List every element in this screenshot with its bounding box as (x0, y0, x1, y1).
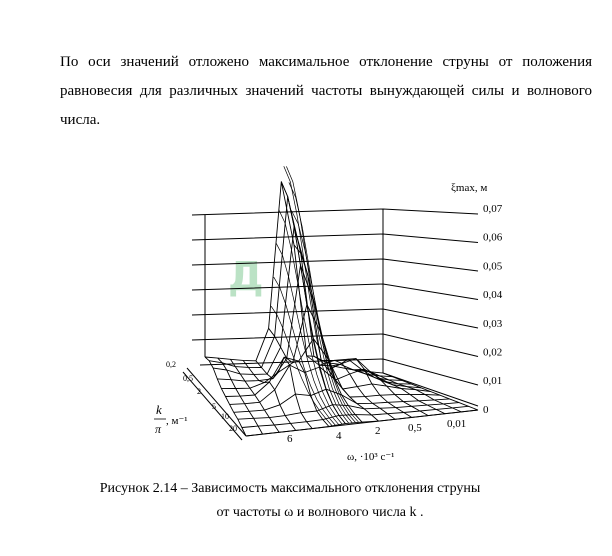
k-tick-label: 10 (221, 412, 229, 421)
mesh-line-k (230, 365, 440, 404)
caption-line-2: от частоты ω и волнового числа k . (216, 505, 424, 520)
z-tick-label: 0 (483, 403, 489, 416)
k-axis-label-denominator: π (155, 422, 162, 436)
ridge-line (289, 182, 356, 422)
z-gridline (192, 334, 478, 357)
omega-tick-label: 0,01 (447, 418, 467, 430)
mesh-line-omega (269, 328, 329, 426)
z-tick-labels (483, 203, 503, 416)
floor-right-edge (383, 373, 478, 406)
k-tick-label: 5 (212, 402, 216, 411)
omega-tick-label: 0,5 (408, 422, 422, 434)
body-paragraph: По оси значений отложено максимальное отклонение струны от положения равновесия для различных значений частоты вынуждающей силы и волнового числа. (60, 54, 592, 128)
omega-tick-label: 2 (375, 425, 381, 437)
omega-tick-label: 6 (287, 433, 293, 445)
mesh-line-k (205, 182, 383, 373)
z-tick-label: 0,03 (483, 317, 503, 330)
omega-axis-label: ω, ·10³ с⁻¹ (347, 451, 395, 463)
z-gridline (192, 284, 478, 300)
k-axis-label: k (156, 402, 162, 417)
surface-mesh (205, 166, 478, 436)
k-tick-label: 0,5 (183, 374, 193, 383)
omega-tick-labels (287, 418, 466, 445)
z-gridline (192, 309, 478, 328)
z-tick-label: 0,04 (483, 289, 503, 302)
caption-line-1: Рисунок 2.14 – Зависимость максимального отклонения струны (99, 481, 481, 496)
k-tick-label: 20 (229, 424, 237, 433)
z-axis-label: ξmax, м (451, 182, 488, 194)
z-tick-label: 0,07 (483, 203, 503, 215)
z-gridline (192, 234, 478, 243)
z-gridline (192, 209, 478, 215)
omega-tick-label: 4 (336, 430, 342, 442)
z-gridline (192, 259, 478, 271)
k-tick-label: 2 (197, 387, 201, 396)
z-gridlines (192, 209, 478, 385)
z-tick-label: 0,02 (483, 346, 503, 359)
mesh-line-omega (345, 368, 428, 415)
k-tick-label: 0,2 (166, 360, 176, 369)
watermark-logo: Д (228, 254, 264, 300)
z-tick-label: 0,06 (483, 231, 503, 244)
omega-axis-line (246, 410, 478, 436)
k-axis-unit: , м⁻¹ (166, 415, 188, 427)
z-tick-label: 0,01 (483, 375, 503, 388)
k-axis-line (187, 368, 246, 436)
z-tick-label: 0,05 (483, 260, 503, 273)
